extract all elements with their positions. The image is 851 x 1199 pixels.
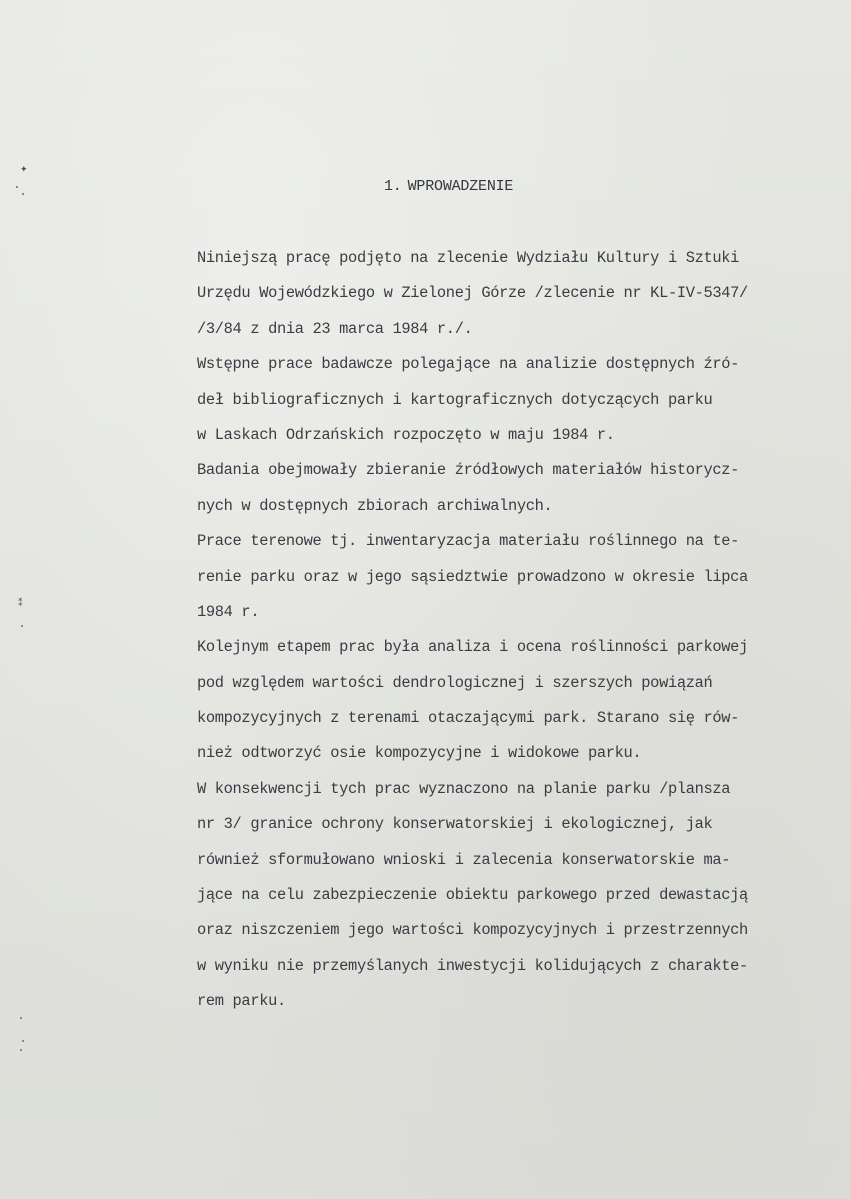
section-title: WPROWADZENIE xyxy=(407,178,514,195)
section-heading xyxy=(384,178,513,195)
text-line: pod względem wartości dendrologicznej i szerszych powiązań xyxy=(197,673,713,692)
text-line: Urzędu Wojewódzkiego w Zielonej Górze /zlecenie nr KL-IV-5347/ xyxy=(197,284,748,303)
text-line: nr 3/ granice ochrony konserwatorskiej i ekologicznej, jak xyxy=(197,815,713,834)
margin-speck xyxy=(20,1049,22,1051)
text-line: /3/84 z dnia 23 marca 1984 r./. xyxy=(197,319,473,338)
text-line: deł bibliograficznych i kartograficznych dotyczących parku xyxy=(197,390,713,409)
text-line: Wstępne prace badawcze polegające na analizie dostępnych źró- xyxy=(197,355,740,374)
body-text xyxy=(197,248,847,1027)
text-line: W konsekwencji tych prac wyznaczono na planie parku /plansza xyxy=(197,779,731,798)
text-line: Kolejnym etapem prac była analiza i ocena roślinności parkowej xyxy=(197,638,748,657)
text-line: w wyniku nie przemyślanych inwestycji kolidujących z charakte- xyxy=(197,956,748,975)
text-line: oraz niszczeniem jego wartości kompozycyjnych i przestrzennych xyxy=(197,921,748,940)
text-line: renie parku oraz w jego sąsiedztwie prowadzono w okresie lipca xyxy=(197,567,748,586)
section-number: 1. xyxy=(384,178,402,195)
margin-speck xyxy=(22,1040,24,1042)
margin-speck xyxy=(20,1017,22,1019)
text-line: Prace terenowe tj. inwentaryzacja materiału roślinnego na te- xyxy=(197,532,740,551)
margin-speck xyxy=(16,186,18,188)
text-line: 1984 r. xyxy=(197,602,260,621)
text-line: w Laskach Odrzańskich rozpoczęto w maju 1984 r. xyxy=(197,425,615,444)
text-line: Badania obejmowały zbieranie źródłowych materiałów historycz- xyxy=(197,461,740,480)
margin-mark-middle: ⁑ xyxy=(18,599,23,609)
text-line: rem parku. xyxy=(197,992,286,1011)
text-line: nież odtworzyć osie kompozycyjne i widokowe parku. xyxy=(197,744,642,763)
text-line: jące na celu zabezpieczenie obiektu parkowego przed dewastacją xyxy=(197,886,748,905)
margin-speck xyxy=(21,625,23,627)
text-line: Niniejszą pracę podjęto na zlecenie Wydziału Kultury i Sztuki xyxy=(197,249,740,267)
margin-mark-top: ✦ xyxy=(20,165,28,175)
text-line: również sformułowano wnioski i zalecenia konserwatorskie ma- xyxy=(197,850,731,869)
margin-speck xyxy=(22,193,24,195)
text-line: kompozycyjnych z terenami otaczającymi park. Starano się rów- xyxy=(197,709,740,728)
text-line: nych w dostępnych zbiorach archiwalnych. xyxy=(197,496,553,515)
